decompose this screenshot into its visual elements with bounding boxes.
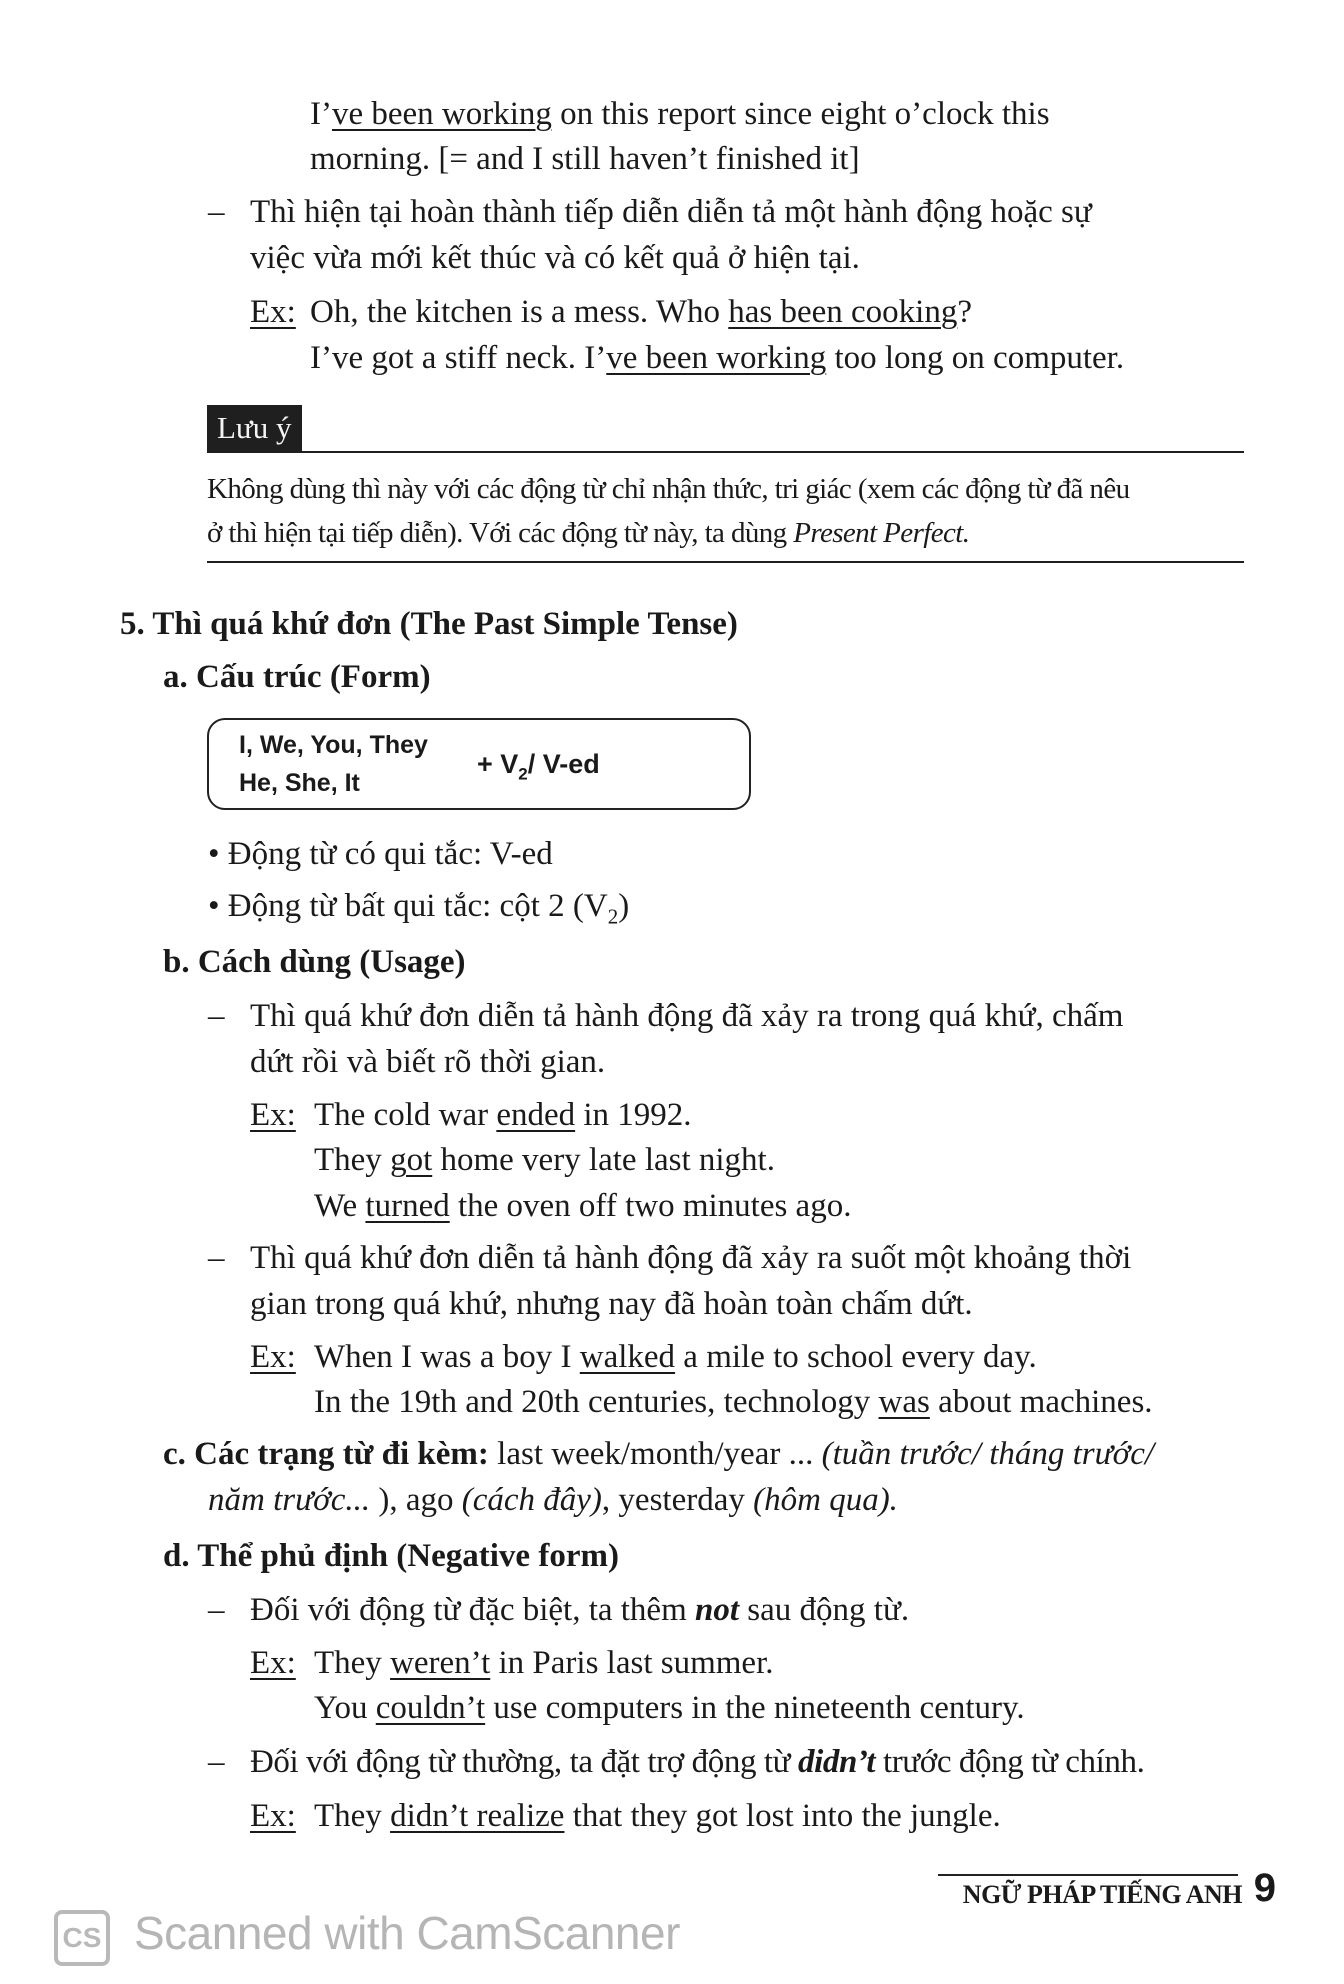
- ex-label: Ex:: [250, 1339, 296, 1375]
- underlined-verb: ve been working: [606, 340, 827, 376]
- note-label: Lưu ý: [207, 405, 302, 451]
- form-subjects: I, We, You, They: [239, 731, 428, 759]
- example-line: [314, 1335, 1037, 1379]
- adverbs-line: [208, 1478, 898, 1522]
- text-run: a mile to school every day.: [675, 1339, 1037, 1375]
- translation: (cách đây): [461, 1482, 602, 1518]
- underlined-verb: couldn’t: [375, 1690, 486, 1726]
- note-text: Không dùng thì này với các động từ chỉ nhận thức, tri giác (xem các động từ đã nêu: [207, 473, 1130, 505]
- text-run: I’ve got a stiff neck. I’: [310, 340, 607, 376]
- ex-label: Ex:: [250, 1798, 296, 1834]
- ex-label: Ex:: [250, 1645, 296, 1681]
- text-run: You: [314, 1690, 376, 1726]
- usage-text: Thì hiện tại hoàn thành tiếp diễn diễn tả một hành động hoặc sự: [250, 194, 1092, 230]
- scanner-watermark: Scanned with CamScanner: [134, 1907, 680, 1959]
- underlined-verb: weren’t: [390, 1645, 491, 1681]
- usage-text: gian trong quá khứ, nhưng nay đã hoàn toàn chấm dứt.: [250, 1286, 973, 1322]
- usage-text: việc vừa mới kết thúc và có kết quả ở hiện tại.: [250, 240, 860, 276]
- text-run: ?: [957, 294, 973, 330]
- text-run: too long on computer.: [826, 340, 1125, 376]
- example-line: [314, 1686, 1025, 1730]
- example-line: [314, 1794, 1001, 1838]
- note-bottom-rule: [207, 561, 1244, 563]
- section-title: 5. Thì quá khứ đơn (The Past Simple Tense): [120, 606, 738, 642]
- translation: (tuần trước/ tháng trước/: [821, 1436, 1155, 1472]
- usage-text: Thì quá khứ đơn diễn tả hành động đã xảy ra trong quá khứ, chấm: [250, 998, 1124, 1034]
- text-run: The cold war: [314, 1097, 497, 1133]
- camscanner-logo-icon: CS: [54, 1910, 110, 1966]
- subscript: 2: [607, 904, 619, 929]
- text-run: in 1992.: [575, 1097, 692, 1133]
- text-run: home very late last night.: [432, 1142, 775, 1178]
- translation: năm trước...: [208, 1482, 371, 1518]
- text-run: trước động từ chính.: [875, 1744, 1145, 1780]
- dash-bullet: –: [208, 1744, 225, 1780]
- text-run: + V: [477, 749, 519, 779]
- example-line: [310, 92, 1050, 136]
- text-run: I’: [310, 96, 332, 132]
- dash-bullet: –: [208, 1592, 225, 1628]
- example-label: [250, 1093, 296, 1137]
- text-run: ở thì hiện tại tiếp diễn). Với các động từ này, ta dùng: [207, 517, 794, 549]
- text-run: use computers in the nineteenth century.: [485, 1690, 1025, 1726]
- dash-bullet: –: [208, 998, 225, 1034]
- dash-bullet: –: [208, 1240, 225, 1276]
- usage-text: dứt rồi và biết rõ thời gian.: [250, 1044, 606, 1080]
- bullet-item: • Động từ có qui tắc: V-ed: [208, 836, 553, 872]
- text-run: ): [618, 888, 630, 924]
- bullet-item: [208, 884, 629, 939]
- text-run: the oven off two minutes ago.: [449, 1188, 852, 1224]
- underlined-verb: walked: [579, 1339, 676, 1375]
- text-run: that they got lost into the jungle.: [564, 1798, 1001, 1834]
- footer-rule: [938, 1874, 1238, 1876]
- example-label: [250, 290, 296, 334]
- note-top-rule: [207, 451, 1244, 453]
- underlined-verb: got: [390, 1142, 433, 1178]
- example-line: morning. [= and I still haven’t finished it]: [310, 141, 860, 177]
- text-run: about machines.: [929, 1384, 1153, 1420]
- emphasis: not: [695, 1592, 740, 1628]
- text-run: We: [314, 1188, 366, 1224]
- text-run: , yesterday: [601, 1482, 754, 1518]
- ex-label: Ex:: [250, 1097, 296, 1133]
- text-run: ), ago: [370, 1482, 462, 1518]
- underlined-verb: didn’t realize: [390, 1798, 565, 1834]
- emphasis: Present Perfect.: [793, 517, 970, 549]
- text-run: sau động từ.: [739, 1592, 910, 1628]
- subscript: 2: [518, 764, 528, 784]
- example-line: [314, 1093, 692, 1137]
- example-line: [310, 336, 1124, 380]
- subsection-title: c. Các trạng từ đi kèm:: [163, 1436, 489, 1472]
- emphasis: didn’t: [798, 1744, 876, 1780]
- underlined-verb: has been cooking: [728, 294, 958, 330]
- example-line: [314, 1641, 774, 1685]
- example-label: [250, 1335, 296, 1379]
- running-footer-title: NGỮ PHÁP TIẾNG ANH: [962, 1880, 1242, 1909]
- underlined-verb: was: [878, 1384, 930, 1420]
- example-line: [314, 1380, 1153, 1424]
- adverbs-line: [163, 1432, 1154, 1476]
- form-verb: [477, 744, 600, 794]
- subsection-title: d. Thể phủ định (Negative form): [163, 1538, 619, 1574]
- page-number: 9: [1253, 1866, 1276, 1910]
- text-run: in Paris last summer.: [490, 1645, 774, 1681]
- text-run: Oh, the kitchen is a mess. Who: [310, 294, 729, 330]
- dash-bullet: –: [208, 194, 225, 230]
- text-run: • Động từ bất qui tắc: cột 2 (V: [208, 888, 608, 924]
- example-line: [310, 290, 972, 334]
- usage-text: [250, 1588, 909, 1632]
- text-run: Đối với động từ thường, ta đặt trợ động từ: [250, 1744, 799, 1780]
- text-run: When I was a boy I: [314, 1339, 580, 1375]
- underlined-verb: turned: [365, 1188, 450, 1224]
- example-label: [250, 1641, 296, 1685]
- text-run: / V-ed: [527, 749, 600, 779]
- ex-label: Ex:: [250, 294, 296, 330]
- text-run: They: [314, 1798, 391, 1834]
- text-run: In the 19th and 20th centuries, technology: [314, 1384, 879, 1420]
- underlined-verb: ve been working: [331, 96, 552, 132]
- subsection-title: a. Cấu trúc (Form): [163, 659, 431, 695]
- usage-text: Thì quá khứ đơn diễn tả hành động đã xảy ra suốt một khoảng thời: [250, 1240, 1132, 1276]
- usage-text: [250, 1740, 1144, 1784]
- text-run: They: [314, 1142, 391, 1178]
- subsection-title: b. Cách dùng (Usage): [163, 944, 466, 980]
- form-subjects: He, She, It: [239, 769, 360, 797]
- form-structure-box: [207, 718, 751, 810]
- translation: (hôm qua).: [753, 1482, 898, 1518]
- text-run: last week/month/year ...: [488, 1436, 822, 1472]
- text-run: Đối với động từ đặc biệt, ta thêm: [250, 1592, 696, 1628]
- text-run: on this report since eight o’clock this: [551, 96, 1050, 132]
- example-line: [314, 1184, 851, 1228]
- text-run: They: [314, 1645, 391, 1681]
- example-line: [314, 1138, 775, 1182]
- note-text: [207, 511, 969, 555]
- example-label: [250, 1794, 296, 1838]
- underlined-verb: ended: [496, 1097, 576, 1133]
